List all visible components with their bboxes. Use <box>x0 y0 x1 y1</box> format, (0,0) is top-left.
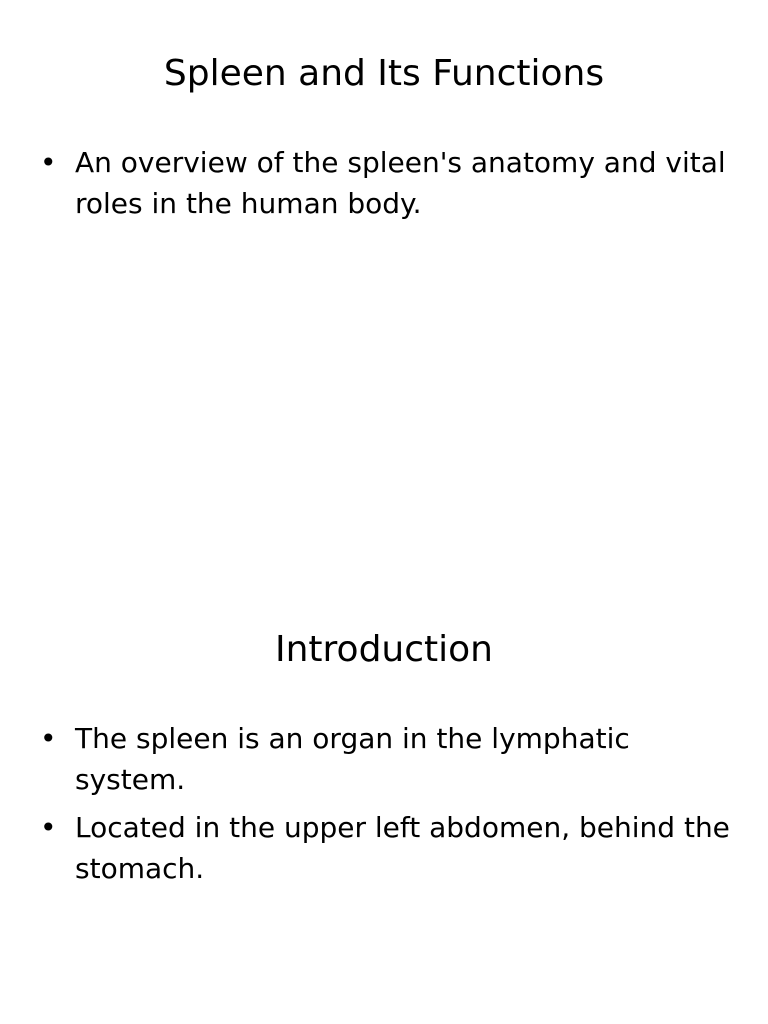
bullet-icon: • <box>40 722 57 755</box>
slide-title: Introduction <box>274 629 493 670</box>
slide-introduction <box>0 576 768 1024</box>
bullet-list <box>40 718 740 896</box>
slide-title: Spleen and Its Functions <box>163 53 605 94</box>
bullet-item <box>40 142 740 224</box>
bullet-item <box>40 718 740 800</box>
bullet-text: An overview of the spleen's anatomy and vital roles in the human body. <box>75 146 726 220</box>
bullet-text: Located in the upper left abdomen, behind the stomach. <box>75 811 730 885</box>
bullet-icon: • <box>40 146 57 179</box>
bullet-list <box>40 142 740 231</box>
bullet-text: The spleen is an organ in the lymphatic system. <box>75 722 630 796</box>
bullet-icon: • <box>40 811 57 844</box>
bullet-item <box>40 807 740 889</box>
